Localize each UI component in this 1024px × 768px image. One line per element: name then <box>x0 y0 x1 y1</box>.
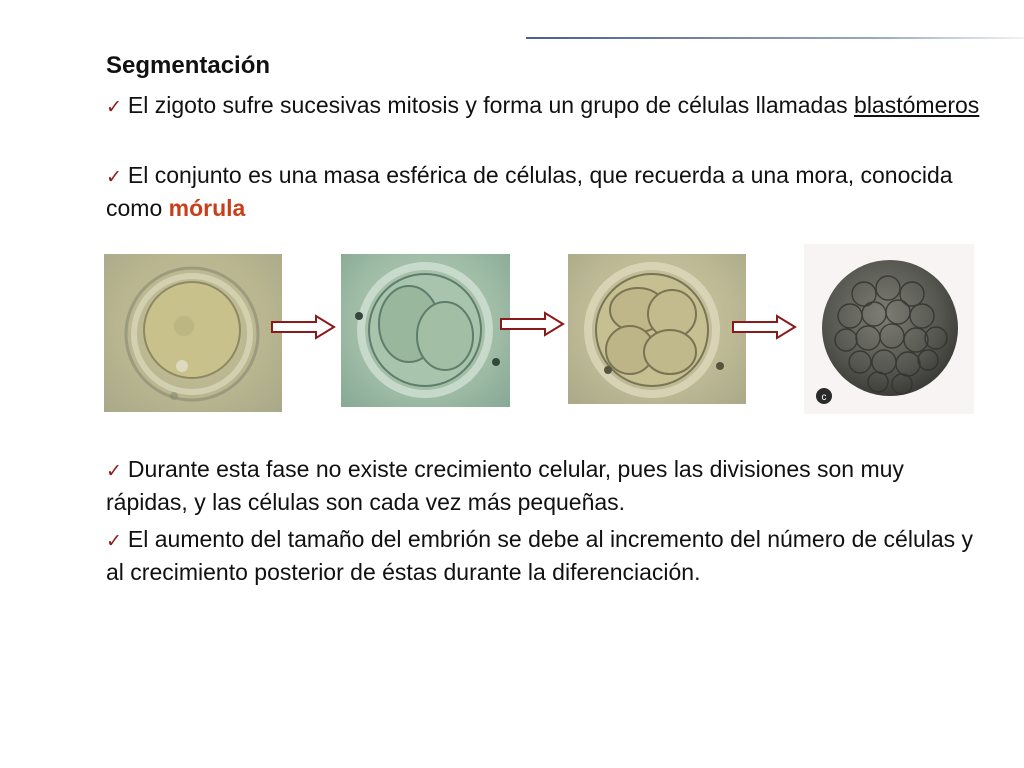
arrow-right-icon <box>499 310 565 338</box>
arrow-right-icon <box>731 313 797 341</box>
bullet-aumento <box>106 524 986 588</box>
bullet-crecimiento <box>106 454 986 518</box>
two-cell-image <box>341 254 510 407</box>
image-label-c: c <box>821 392 827 403</box>
header-rule <box>526 37 1024 39</box>
bullet-text: El aumento del tamaño del embrión se debe al incremento del número de células y al crecimiento posterior de éstas durante la diferenciación. <box>106 526 974 585</box>
check-icon: ✓ <box>106 167 122 188</box>
bullet-text: El conjunto es una masa esférica de células, que recuerda a una mora, conocida como <box>106 162 953 221</box>
bullet-morula <box>106 160 986 224</box>
morula-image <box>804 244 974 414</box>
four-cell-image <box>568 254 746 404</box>
arrow-right-icon <box>270 313 336 341</box>
bullet-blastomeros <box>106 90 986 123</box>
check-icon: ✓ <box>106 97 122 118</box>
term-blastomeros: blastómeros <box>854 92 980 118</box>
bullet-text: Durante esta fase no existe crecimiento celular, pues las divisiones son muy rápidas, y las células son cada vez más pequeñas. <box>106 456 904 515</box>
zygote-image <box>104 254 282 412</box>
term-morula: mórula <box>168 195 246 221</box>
check-icon: ✓ <box>106 531 122 552</box>
slide-title: Segmentación <box>106 52 271 79</box>
bullet-text: El zigoto sufre sucesivas mitosis y forma un grupo de células llamadas <box>127 92 855 118</box>
check-icon: ✓ <box>106 461 122 482</box>
